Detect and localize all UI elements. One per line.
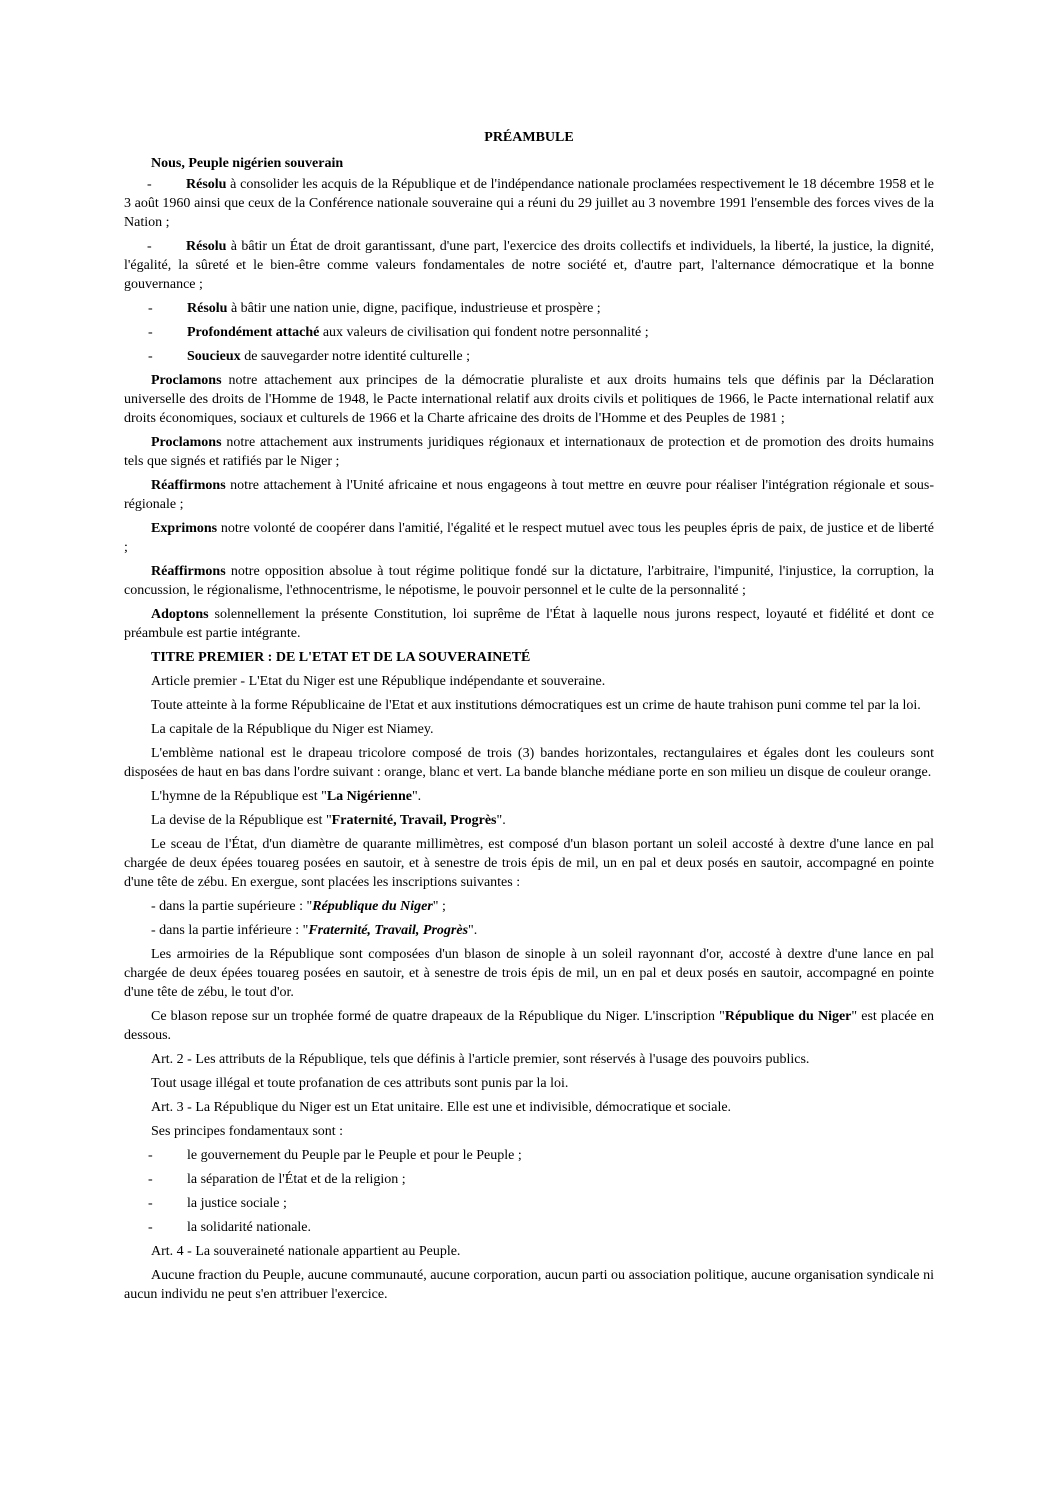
paragraph-devise: La devise de la République est "Fraternité, Travail, Progrès". (151, 813, 506, 828)
section-title: TITRE PREMIER : DE L'ETAT ET DE LA SOUVERAINETÉ (151, 650, 531, 665)
declaration-5: Réaffirmons notre opposition absolue à tout régime politique fondé sur la dictature, l'arbitraire, l'impunité, l'injustice, la corruption, la concussion, le régionalisme, l'ethnocentrisme, le népotisme, le pouvoir personnel et le culte de la personnalité ; (124, 564, 934, 598)
principe-item-1: - le gouvernement du Peuple par le Peuple et pour le Peuple ; (148, 1148, 522, 1163)
intro-text: Nous, Peuple nigérien souverain (151, 156, 344, 171)
resolu-item-5: - Soucieux de sauvegarder notre identité culturelle ; (148, 349, 471, 364)
paragraph-usage: Tout usage illégal et toute profanation de ces attributs sont punis par la loi. (151, 1076, 569, 1091)
resolu-item-1: - Résolu à consolider les acquis de la République et de l'indépendance nationale proclamées respectivement le 18 décembre 1958 et le 3 août 1960 ainsi que ceux de la Conférence nationale souveraine qui a réuni du 29 juillet au 3 novembre 1991 l'ensemble des forces vives de la Nation ; (124, 177, 934, 230)
intro (124, 154, 934, 173)
paragraph-partie-inferieure: - dans la partie inférieure : "Fraternité, Travail, Progrès". (151, 923, 478, 938)
document-page (124, 128, 934, 1309)
principe-item-4: - la solidarité nationale. (148, 1220, 312, 1235)
paragraph-hymne: L'hymne de la République est "La Nigérienne". (151, 789, 422, 804)
article-1: Article premier - L'Etat du Niger est une République indépendante et souveraine. (151, 674, 606, 689)
declaration-2: Proclamons notre attachement aux instruments juridiques régionaux et internationaux de protection et de promotion des droits humains tels que signés et ratifiés par le Niger ; (124, 435, 934, 469)
paragraph-sceau: Le sceau de l'État, d'un diamètre de quarante millimètres, est composé d'un blason portant un soleil accosté à dextre d'une lance en pal chargée de deux épées touareg posées en sautoir, et à senestre de trois épis de mil, un en pal et deux posés en sautoir, accompagné en pointe d'une tête de zébu. En exergue, sont placées les inscriptions suivantes : (124, 837, 934, 890)
declaration-6: Adoptons solennellement la présente Constitution, loi suprême de l'État à laquelle nous jurons respect, loyauté et fidélité et dont ce préambule est partie intégrante. (124, 607, 934, 641)
declaration-3: Réaffirmons notre attachement à l'Unité africaine et nous engageons à tout mettre en œuvre pour réaliser l'intégration régionale et sous-régionale ; (124, 478, 934, 512)
article-4: Art. 4 - La souveraineté nationale appartient au Peuple. (151, 1244, 461, 1259)
article-3: Art. 3 - La République du Niger est un Etat unitaire. Elle est une et indivisible, démocratique et sociale. (151, 1100, 732, 1115)
paragraph-armoiries: Les armoiries de la République sont composées d'un blason de sinople à un soleil rayonnant d'or, accosté à dextre d'une lance en pal chargée de deux épées touareg posées en sautoir, et à senestre de trois épis de mil, un en pal et deux posés en sautoir, accompagné en pointe d'une tête de zébu, le tout d'or. (124, 947, 934, 1000)
paragraph-blason: Ce blason repose sur un trophée formé de quatre drapeaux de la République du Niger. L'inscription "République du Niger" est placée en dessous. (124, 1009, 935, 1043)
paragraph-capitale: La capitale de la République du Niger est Niamey. (151, 722, 434, 737)
page-title: PRÉAMBULE (484, 130, 574, 145)
principe-item-3: - la justice sociale ; (148, 1196, 287, 1211)
paragraph-atteinte: Toute atteinte à la forme Républicaine de l'Etat et aux institutions démocratiques est un crime de haute trahison puni comme tel par la loi. (151, 698, 921, 713)
paragraph-partie-superieure: - dans la partie supérieure : "République du Niger" ; (151, 899, 446, 914)
resolu-item-4: - Profondément attaché aux valeurs de civilisation qui fondent notre personnalité ; (148, 325, 649, 340)
paragraph-principes: Ses principes fondamentaux sont : (151, 1124, 344, 1139)
article-2: Art. 2 - Les attributs de la République, tels que définis à l'article premier, sont réservés à l'usage des pouvoirs publics. (151, 1052, 810, 1067)
declaration-1: Proclamons notre attachement aux principes de la démocratie pluraliste et aux droits humains tels que définis par la Déclaration universelle des droits de l'Homme de 1948, le Pacte international relatif aux droits civils et politiques de 1966, le Pacte international relatif aux droits économiques, sociaux et culturels de 1966 et la Charte africaine des droits de l'Homme et des Peuples de 1981 ; (124, 373, 934, 426)
resolu-item-2: - Résolu à bâtir un État de droit garantissant, d'une part, l'exercice des droits collectifs et individuels, la liberté, la justice, la dignité, l'égalité, la sûreté et le bien-être comme valeurs fondamentales de notre société et, d'autre part, l'alternance démocratique et la bonne gouvernance ; (124, 239, 934, 292)
paragraph-embleme: L'emblème national est le drapeau tricolore composé de trois (3) bandes horizontales, rectangulaires et égales dont les couleurs sont disposées de haut en bas dans l'ordre suivant : orange, blanc et vert. La bande blanche médiane porte en son milieu un disque de couleur orange. (124, 746, 934, 780)
declaration-4: Exprimons notre volonté de coopérer dans l'amitié, l'égalité et le respect mutuel avec tous les peuples épris de paix, de justice et de liberté ; (124, 521, 934, 555)
paragraph-fraction: Aucune fraction du Peuple, aucune communauté, aucune corporation, aucun parti ou association politique, aucune organisation syndicale ni aucun individu ne peut s'en attribuer l'exercice. (124, 1268, 934, 1302)
resolu-item-3: - Résolu à bâtir une nation unie, digne, pacifique, industrieuse et prospère ; (148, 301, 601, 316)
principe-item-2: - la séparation de l'État et de la religion ; (148, 1172, 406, 1187)
